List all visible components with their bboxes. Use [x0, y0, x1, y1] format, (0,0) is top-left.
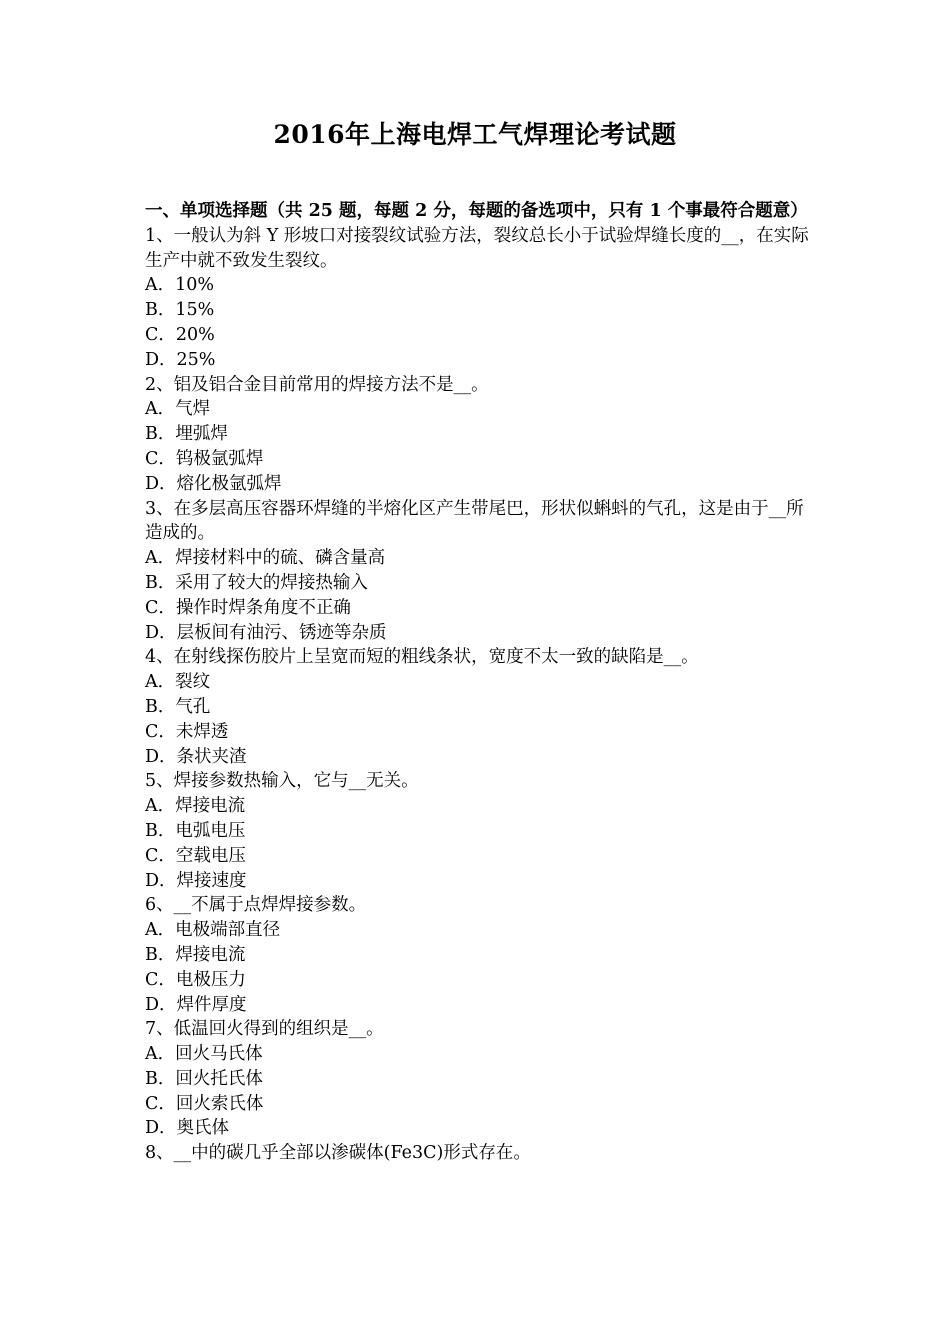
- question-text: 2、铝及铝合金目前常用的焊接方法不是__。: [145, 374, 489, 395]
- option-c: C．电极压力: [145, 969, 246, 990]
- option-d: D．条状夹渣: [145, 746, 247, 767]
- option-a: A．电极端部直径: [145, 920, 281, 941]
- option-b: B．气孔: [145, 696, 211, 717]
- option-b: B．埋弧焊: [145, 424, 228, 445]
- option-d: D．层板间有油污、锈迹等杂质: [145, 622, 387, 643]
- question-2: [145, 373, 810, 497]
- option-a: A．回火马氏体: [145, 1044, 263, 1065]
- option-a: A．焊接电流: [145, 796, 246, 817]
- option-c: C．钨极氩弧焊: [145, 448, 264, 469]
- option-c: C．未焊透: [145, 721, 229, 742]
- option-c: C．回火索氏体: [145, 1093, 264, 1114]
- question-5: [145, 769, 810, 893]
- question-4: [145, 645, 810, 769]
- question-text: 5、焊接参数热输入，它与__无关。: [145, 771, 419, 792]
- question-3: [145, 497, 810, 646]
- option-d: D．熔化极氩弧焊: [145, 473, 282, 494]
- option-d: D．焊接速度: [145, 870, 247, 891]
- option-a: A．气焊: [145, 399, 211, 420]
- option-c: C．20%: [145, 324, 215, 345]
- option-b: B．焊接电流: [145, 944, 246, 965]
- question-text: 8、__中的碳几乎全部以渗碳体(Fe3C)形式存在。: [145, 1143, 531, 1164]
- option-b: B．电弧电压: [145, 820, 246, 841]
- question-text: 6、__不属于点焊焊接参数。: [145, 895, 367, 916]
- option-a: A．焊接材料中的硫、磷含量高: [145, 548, 386, 569]
- question-text: 4、在射线探伤胶片上呈宽而短的粗线条状，宽度不太一致的缺陷是__。: [145, 647, 699, 668]
- option-b: B．采用了较大的焊接热输入: [145, 572, 368, 593]
- question-text: 1、一般认为斜 Y 形坡口对接裂纹试验方法，裂纹总长小于试验焊缝长度的__，在实际生产中就不致发生裂纹。: [145, 225, 809, 271]
- exam-content: [145, 199, 810, 1166]
- question-8: [145, 1141, 810, 1166]
- option-c: C．空载电压: [145, 845, 246, 866]
- question-7: [145, 1017, 810, 1141]
- option-d: D．焊件厚度: [145, 994, 247, 1015]
- option-b: B．回火托氏体: [145, 1068, 263, 1089]
- question-1: [145, 224, 810, 373]
- option-d: D．25%: [145, 349, 216, 370]
- option-c: C．操作时焊条角度不正确: [145, 597, 351, 618]
- option-a: A．裂纹: [145, 672, 211, 693]
- section-heading: 一、单项选择题（共 25 题，每题 2 分，每题的备选项中，只有 1 个事最符合题意）: [145, 201, 808, 221]
- question-6: [145, 893, 810, 1017]
- question-text: 3、在多层高压容器环焊缝的半熔化区产生带尾巴，形状似蝌蚪的气孔，这是由于__所造成的。: [145, 498, 804, 544]
- option-d: D．奥氏体: [145, 1118, 230, 1139]
- page-title: 2016年上海电焊工气焊理论考试题: [273, 120, 677, 149]
- question-text: 7、低温回火得到的组织是__。: [145, 1019, 384, 1040]
- option-a: A．10%: [145, 275, 215, 296]
- option-b: B．15%: [145, 300, 215, 321]
